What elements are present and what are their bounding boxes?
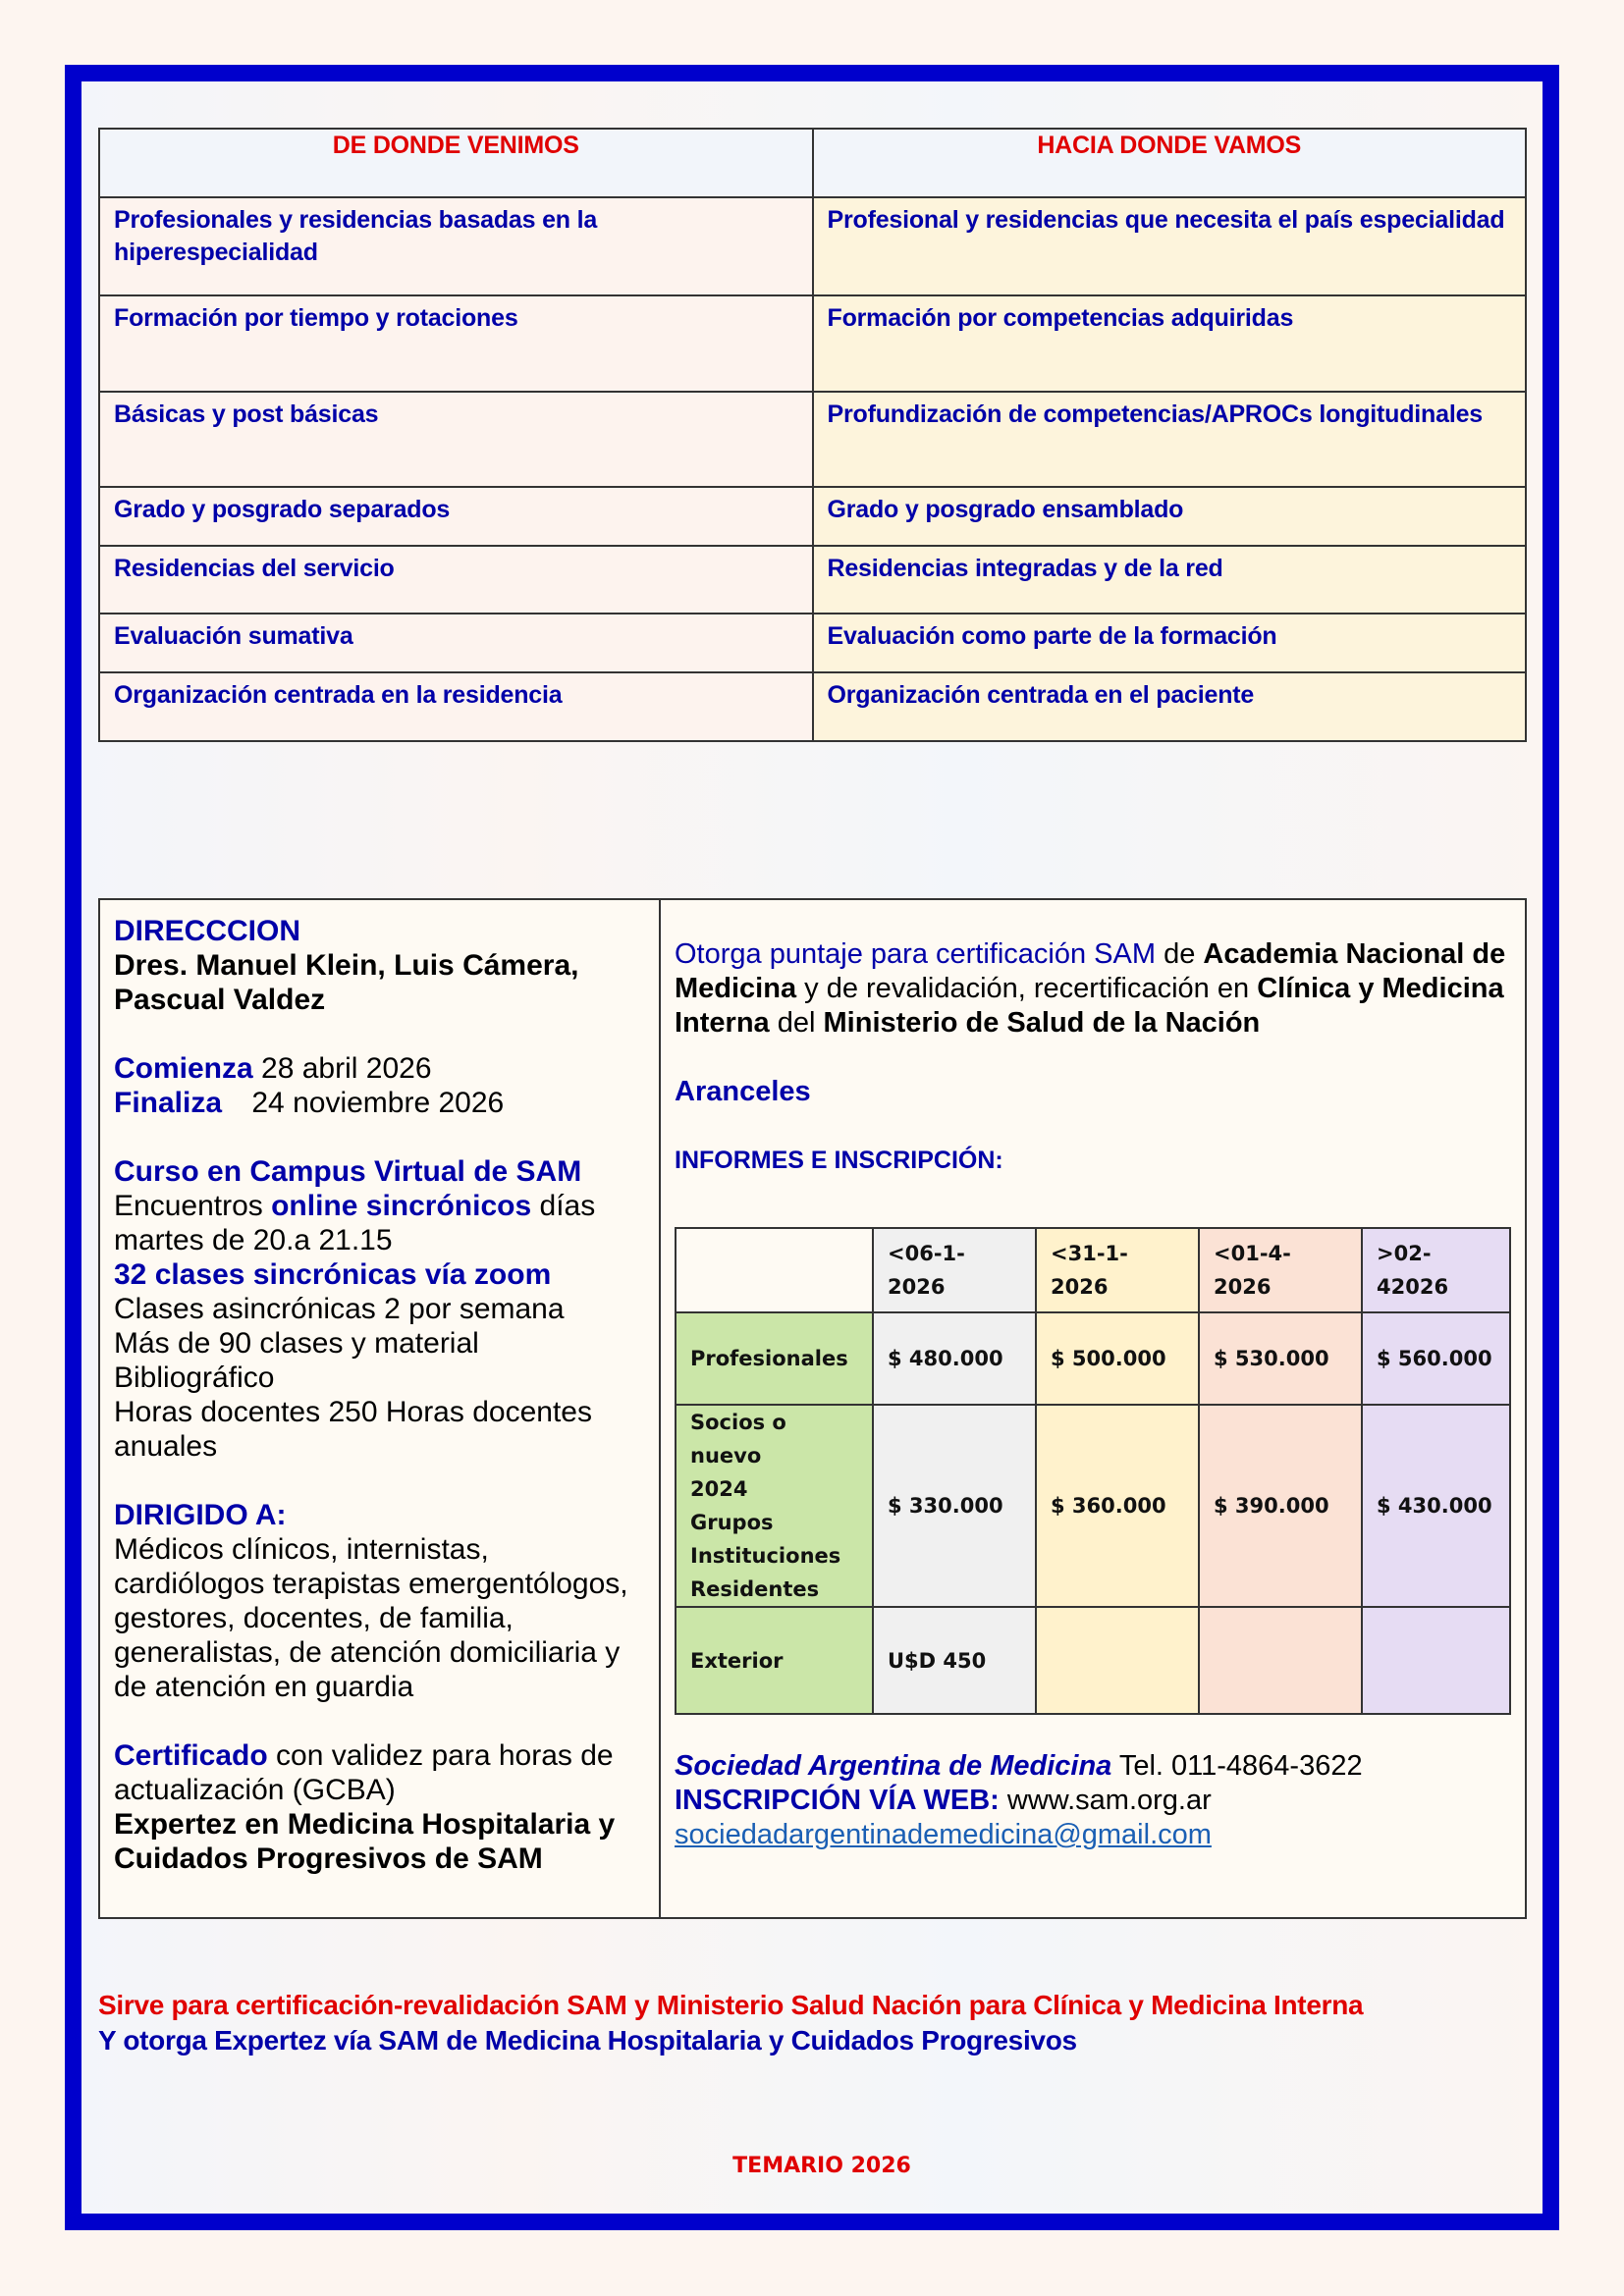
start-date-value: 28 abril 2026 <box>261 1052 432 1085</box>
otorga-academia: Academia Nacional de Medicina <box>675 938 1506 1004</box>
dirigido-text: Médicos clínicos, internistas, cardiólogos terapistas emergentólogos, gestores, docentes, de familia, generalistas, de atención domiciliaria y de atención en guardia <box>114 1533 628 1703</box>
otorga-del: del <box>777 1007 816 1039</box>
price-value: U$D 450 <box>873 1607 1036 1714</box>
certification-note <box>98 1988 1363 2058</box>
table-row <box>99 546 1526 614</box>
from-cell: Residencias del servicio <box>99 546 813 614</box>
certificado-text <box>114 1738 645 1807</box>
temario-title: TEMARIO 2026 <box>732 2154 911 2178</box>
async-classes: Clases asincrónicas 2 por semana <box>114 1293 565 1325</box>
otorga-ministerio: Ministerio de Salud de la Nación <box>823 1007 1261 1039</box>
from-cell: Organización centrada en la residencia <box>99 672 813 741</box>
price-row-exterior <box>676 1607 1510 1714</box>
otorga-de: de <box>1164 938 1196 970</box>
price-category <box>676 1405 873 1607</box>
price-row-profesionales <box>676 1312 1510 1405</box>
from-cell: Grado y posgrado separados <box>99 487 813 546</box>
hours-text: Horas docentes 250 Horas docentes anuales <box>114 1396 592 1463</box>
campus-title: Curso en Campus Virtual de SAM <box>114 1155 582 1188</box>
price-value <box>1199 1607 1362 1714</box>
category-line: Residentes <box>690 1577 820 1601</box>
encuentros-post: días martes de 20.a 21.15 <box>114 1190 596 1256</box>
price-category: Exterior <box>676 1607 873 1714</box>
to-cell: Grado y posgrado ensamblado <box>813 487 1527 546</box>
directors: Dres. Manuel Klein, Luis Cámera, Pascual Valdez <box>114 949 579 1016</box>
comparison-header-row <box>99 129 1526 197</box>
table-row <box>99 197 1526 295</box>
price-value: $ 530.000 <box>1199 1312 1362 1405</box>
encuentros-pre: Encuentros <box>114 1190 263 1222</box>
otorga-blue: Otorga puntaje para certificación SAM <box>675 938 1157 970</box>
table-row <box>99 392 1526 487</box>
phone: Tel. 011-4864-3622 <box>1118 1750 1363 1782</box>
price-header-row <box>676 1228 1510 1312</box>
price-value: $ 390.000 <box>1199 1405 1362 1607</box>
header-hacia-donde-vamos: HACIA DONDE VAMOS <box>813 129 1527 197</box>
encuentros-highlight: online sincrónicos <box>271 1190 532 1222</box>
table-row <box>99 487 1526 546</box>
to-cell: Organización centrada en el paciente <box>813 672 1527 741</box>
to-cell: Profundización de competencias/APROCs longitudinales <box>813 392 1527 487</box>
from-cell: Evaluación sumativa <box>99 614 813 672</box>
note-blue: Y otorga Expertez vía SAM de Medicina Hospitalaria y Cuidados Progresivos <box>98 2025 1077 2056</box>
otorga-clinica: Clínica y Medicina Interna <box>675 973 1504 1039</box>
aranceles-heading: Aranceles <box>675 1076 811 1107</box>
price-header-col: <31-1-2026 <box>1036 1228 1199 1312</box>
informes-heading: INFORMES E INSCRIPCIÓN: <box>675 1147 1003 1174</box>
table-row <box>99 614 1526 672</box>
certificado-label: Certificado <box>114 1739 268 1772</box>
contact-web-line <box>675 1784 1363 1818</box>
sync-classes: 32 clases sincrónicas vía zoom <box>114 1258 552 1291</box>
contact-org-line <box>675 1749 1363 1784</box>
end-date-label: Finaliza <box>114 1087 223 1119</box>
price-value <box>1362 1607 1510 1714</box>
email-link[interactable]: sociedadargentinademedicina@gmail.com <box>675 1819 1212 1850</box>
price-value: $ 430.000 <box>1362 1405 1510 1607</box>
certification-column <box>661 900 1525 1917</box>
price-value: $ 560.000 <box>1362 1312 1510 1405</box>
contact-block <box>675 1749 1363 1852</box>
web-label: INSCRIPCIÓN VÍA WEB: <box>675 1785 1000 1816</box>
table-row <box>99 672 1526 741</box>
from-cell: Formación por tiempo y rotaciones <box>99 295 813 392</box>
org-name: Sociedad Argentina de Medicina <box>675 1750 1112 1782</box>
dirigido-heading: DIRIGIDO A: <box>114 1499 287 1531</box>
course-info-box <box>98 898 1527 1919</box>
category-line: Instituciones <box>690 1544 841 1568</box>
from-cell: Profesionales y residencias basadas en la hiperespecialidad <box>99 197 813 295</box>
category-line: 2024 <box>690 1477 748 1501</box>
otorga-mid: y de revalidación, recertificación en <box>804 973 1250 1004</box>
table-row <box>99 295 1526 392</box>
direccion-heading: DIRECCCION <box>114 915 301 947</box>
start-date <box>114 1051 645 1086</box>
price-header-col: <01-4-2026 <box>1199 1228 1362 1312</box>
to-cell: Formación por competencias adquiridas <box>813 295 1527 392</box>
to-cell: Profesional y residencias que necesita el país especialidad <box>813 197 1527 295</box>
otorga-paragraph <box>675 937 1511 1041</box>
material-text: Más de 90 clases y material Bibliográfico <box>114 1327 479 1394</box>
price-header-col: >02-42026 <box>1362 1228 1510 1312</box>
encuentros-text <box>114 1189 645 1257</box>
category-line: Grupos <box>690 1511 774 1534</box>
start-date-label: Comienza <box>114 1052 253 1085</box>
price-header-col: <06-1-2026 <box>873 1228 1036 1312</box>
price-value: $ 500.000 <box>1036 1312 1199 1405</box>
course-details-column <box>100 900 661 1917</box>
end-date-value: 24 noviembre 2026 <box>251 1087 505 1119</box>
to-cell: Residencias integradas y de la red <box>813 546 1527 614</box>
price-value: $ 360.000 <box>1036 1405 1199 1607</box>
price-value: $ 480.000 <box>873 1312 1036 1405</box>
end-date <box>114 1086 645 1120</box>
to-cell: Evaluación como parte de la formación <box>813 614 1527 672</box>
header-de-donde-venimos: DE DONDE VENIMOS <box>99 129 813 197</box>
from-cell: Básicas y post básicas <box>99 392 813 487</box>
expertez-text: Expertez en Medicina Hospitalaria y Cuidados Progresivos de SAM <box>114 1808 616 1875</box>
price-table <box>675 1227 1511 1715</box>
price-value: $ 330.000 <box>873 1405 1036 1607</box>
web-url[interactable]: www.sam.org.ar <box>1006 1785 1212 1816</box>
certificado-detail: con validez para horas de actualización (GCBA) <box>114 1739 614 1806</box>
price-header-empty <box>676 1228 873 1312</box>
comparison-table <box>98 128 1527 742</box>
price-row-socios <box>676 1405 1510 1607</box>
price-category: Profesionales <box>676 1312 873 1405</box>
note-red: Sirve para certificación-revalidación SAM y Ministerio Salud Nación para Clínica y Medicina Interna <box>98 1990 1364 2020</box>
category-line: Socios o nuevo <box>690 1411 786 1468</box>
price-value <box>1036 1607 1199 1714</box>
